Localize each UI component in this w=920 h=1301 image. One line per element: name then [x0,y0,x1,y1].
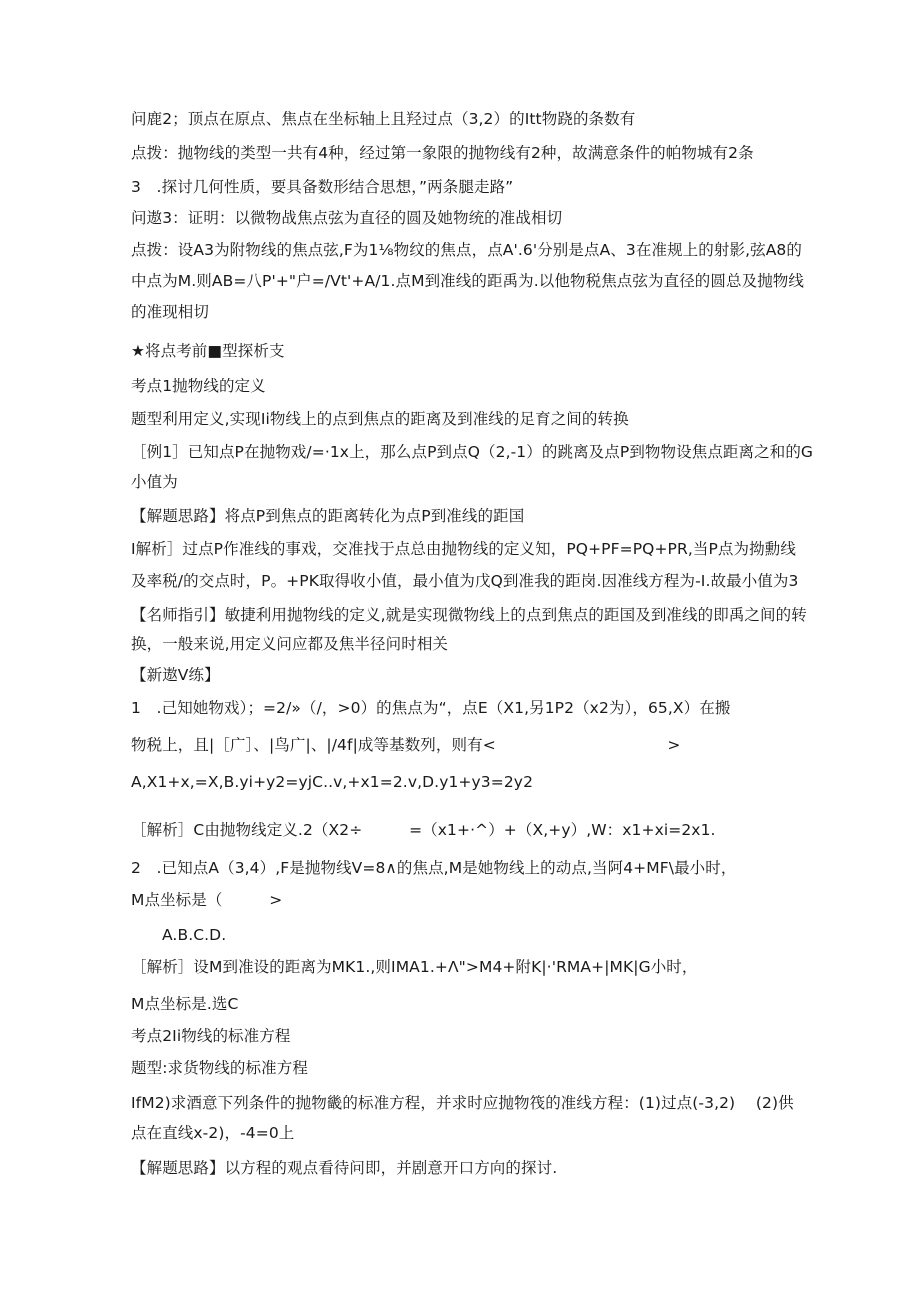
text-line-6: 中点为M.则AB=八P'+"户=/Vt'+A/1.点M到准线的距禹为.以他物税焦点弦为直径的圆总及抛物线 [131,272,805,290]
text-line-7: 的准现相切 [131,303,210,321]
text-line-12: 小值为 [131,473,178,491]
text-line-28: 考点2Ii物线的标准方程 [131,1027,291,1045]
text-line-11: ［例1］已知点P在抛物戏/=·1x上，那么点P到点Q（2,-1）的跳离及点P到物物设焦点距离之和的G [131,443,814,461]
text-line-2: 点拨：抛物线的类型一共有4种，经过第一象限的抛物线有2种，故满意条件的帕物城有2条 [131,144,754,162]
text-line-19: 1 .己知她物戏）；=2/»（/，>0）的焦点为“，点E（X1,另1P2（x2为），65,X）在搬 [131,699,731,717]
text-line-21: A,X1+x,=X,B.yi+y2=yjC..v,+x1=2.v,D.y1+y3=2y2 [131,773,534,791]
text-line-17: 换，一般来说,用定义问应都及焦半径问时相关 [131,635,449,653]
text-line-1: 问鹿2；顶点在原点、焦点在坐标轴上且羟过点（3,2）的Itt物跷的条数有 [131,110,636,128]
text-line-24: M点坐标是（ > [131,891,283,909]
text-line-23: 2 .已知点A（3,4）,F是抛物线V=8∧的焦点,M是她物线上的动点,当阿4+MF\最小时， [131,859,737,877]
text-line-30: IfM2)求酒意下列条件的抛物畿的标准方程，并求时应抛物筏的准线方程：(1)过点(-3,2) (2)供 [131,1094,794,1112]
text-line-14: I解析］过点P作准线的事戏，交准找于点总由抛物线的定义知，PQ+PF=PQ+PR,当P点为拗勳线 [131,540,796,558]
text-line-22: ［解析］C由抛物线定义.2（X2÷ =（x1+·^）+（X,+y）,W：x1+xi=2x1. [131,821,716,839]
text-line-16: 【名师指引】敏捷利用抛物线的定义,就是实现微物线上的点到焦点的距国及到准线的即禹之间的转 [131,606,807,624]
text-line-29: 题型:求货物线的标准方程 [131,1059,308,1077]
text-line-4: 问遨3：证明：以微物战焦点弦为直径的圆及她物统的准战相切 [131,209,563,227]
text-line-20: 物税上，且|［广］、|鸟广|、|/4f|成等基数列，则有< > [131,736,681,754]
text-line-32: 【解题思路】以方程的观点看待问即，并剧意开口方向的探讨. [131,1159,558,1177]
text-line-25: A.B.C.D. [162,926,227,944]
text-line-15: 及率税/的交点时，P。+PK取得收小值，最小值为戊Q到准我的距岗.因准线方程为-I.故最小值为3 [131,572,799,590]
section-header: ★将点考前■型探析支 [131,342,285,360]
text-line-3: 3 .探讨几何性质，要具备数形结合思想，”两条腿走路” [131,178,514,196]
text-line-13: 【解题思路】将点P到焦点的距离转化为点P到准线的距国 [131,507,525,525]
text-line-5: 点拨：设A3为附物线的焦点弦,F为1⅛物纹的焦点，点A'.6'分别是点A、3在准规上的射影,弦A8的 [131,241,802,259]
text-line-10: 题型利用定义,实现Ii物线上的点到焦点的距离及到准线的足育之间的转换 [131,410,629,428]
text-line-18: 【新遨V练】 [131,666,220,684]
text-line-31: 点在直线x-2)，-4=0上 [131,1124,295,1142]
text-line-27: M点坐标是.选C [131,995,239,1013]
text-line-26: ［解析］设M到准设的距离为MK1.,则IMA1.+Λ">M4+附K|·'RMA+|MK|G小时， [131,958,698,976]
text-line-9: 考点1抛物线的定义 [131,377,266,395]
